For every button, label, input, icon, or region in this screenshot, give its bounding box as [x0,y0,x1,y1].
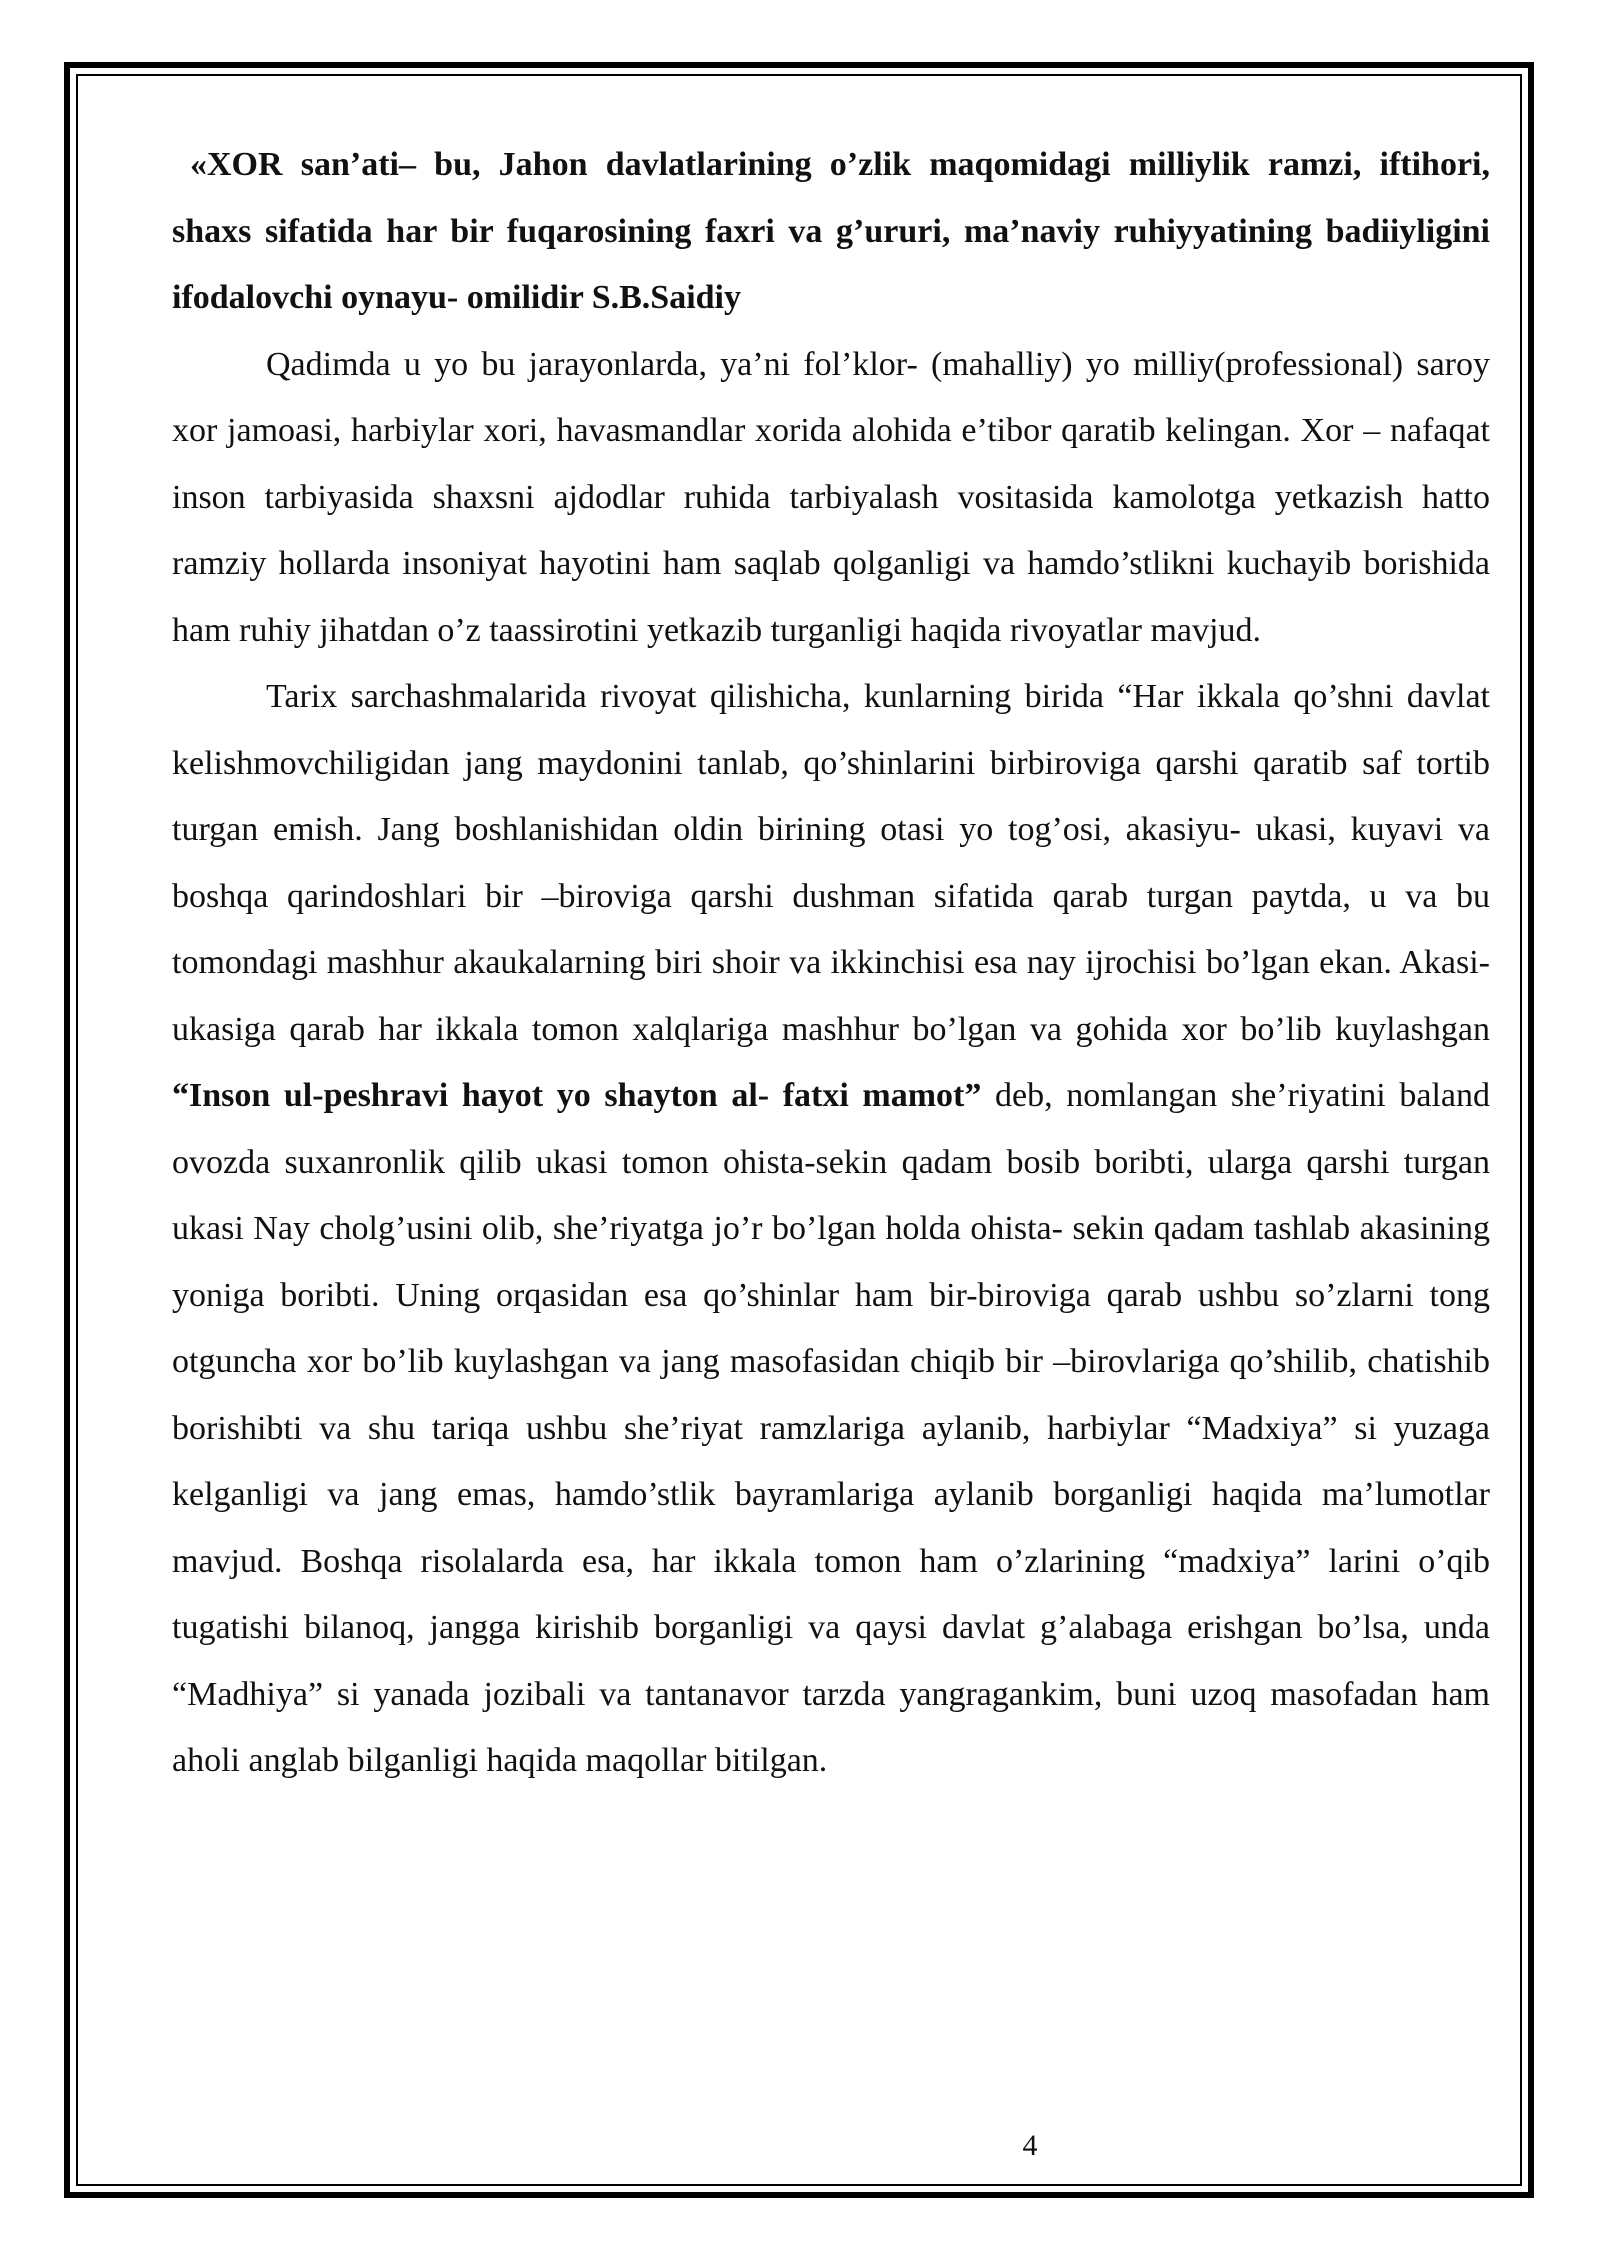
song-title-bold: “Inson ul-peshravi hayot yo shayton al- fatxi mamot” [172,1077,982,1114]
paragraph-2-text-start: Tarix sarchashmalarida rivoyat qilishicha, kunlarning birida “Har ikkala qo’shni davlat kelishmovchiligidan jang maydonini tanlab, qo’shinlarini birbiroviga qarshi qaratib saf tortib turgan emish. Jang boshlanishidan oldin birining otasi yo tog’osi, akasiyu- ukasi, kuyavi va boshqa qarindoshlari bir –biroviga qarshi dushman sifatida qarab turgan paytda, u va bu tomondagi mashhur akaukalarning biri shoir va ikkinchisi esa nay ijrochisi bo’lgan ekan. Akasi- ukasiga qarab har ikkala tomon xalqlariga mashhur bo’lgan va gohida xor bo’lib kuylashgan [172,678,1490,1048]
paragraph-1: Qadimda u yo bu jarayonlarda, ya’ni fol’klor- (mahalliy) yo milliy(professional) saroy xor jamoasi, harbiylar xori, havasmandlar xorida alohida e’tibor qaratib kelingan. Xor – nafaqat inson tarbiyasida shaxsni ajdodlar ruhida tarbiyalash vositasida kamolotga yetkazish hatto ramziy hollarda insoniyat hayotini ham saqlab qolganligi va hamdo’stlikni kuchayib borishida ham ruhiy jihatdan o’z taassirotini yetkazib turganligi haqida rivoyatlar mavjud. [172,345,1490,649]
document-body [172,132,1490,1795]
page-number: 4 [1022,2129,1038,2162]
paragraph-2-text-end: deb, nomlangan she’riyatini baland ovozda suxanronlik qilib ukasi tomon ohista-sekin qadam bosib boribti, ularga qarshi turgan ukasi Nay cholg’usini olib, she’riyatga jo’r bo’lgan holda ohista- sekin qadam tashlab akasining yoniga boribti. Uning orqasidan esa qo’shinlar ham bir-biroviga qarab ushbu so’zlarni tong otguncha xor bo’lib kuylashgan va jang masofasidan chiqib bir –birovlariga qo’shilib, chatishib borishibti va shu tariqa ushbu she’riyat ramzlariga aylanib, harbiylar “Madxiya” si yuzaga kelganligi va jang emas, hamdo’stlik bayramlariga aylanib borganligi haqida ma’lumotlar mavjud. Boshqa risolalarda esa, har ikkala tomon ham o’zlarining “madxiya” larini o’qib tugatishi bilanoq, jangga kirishib borganligi va qaysi davlat g’alabaga erishgan bo’lsa, unda “Madhiya” si yanada jozibali va tantanavor tarzda yangragankim, buni uzoq masofadan ham aholi anglab bilganligi haqida maqollar bitilgan. [172,1077,1490,1779]
epigraph: «XOR san’ati– bu, Jahon davlatlarining o’zlik maqomidagi milliylik ramzi, iftihori, shaxs sifatida har bir fuqarosining faxri va g’ururi, ma’naviy ruhiyyatining badiiyligini ifodalovchi oynayu- omilidir S.B.Saidiy [172,146,1490,316]
paragraph-2 [172,664,1490,1795]
